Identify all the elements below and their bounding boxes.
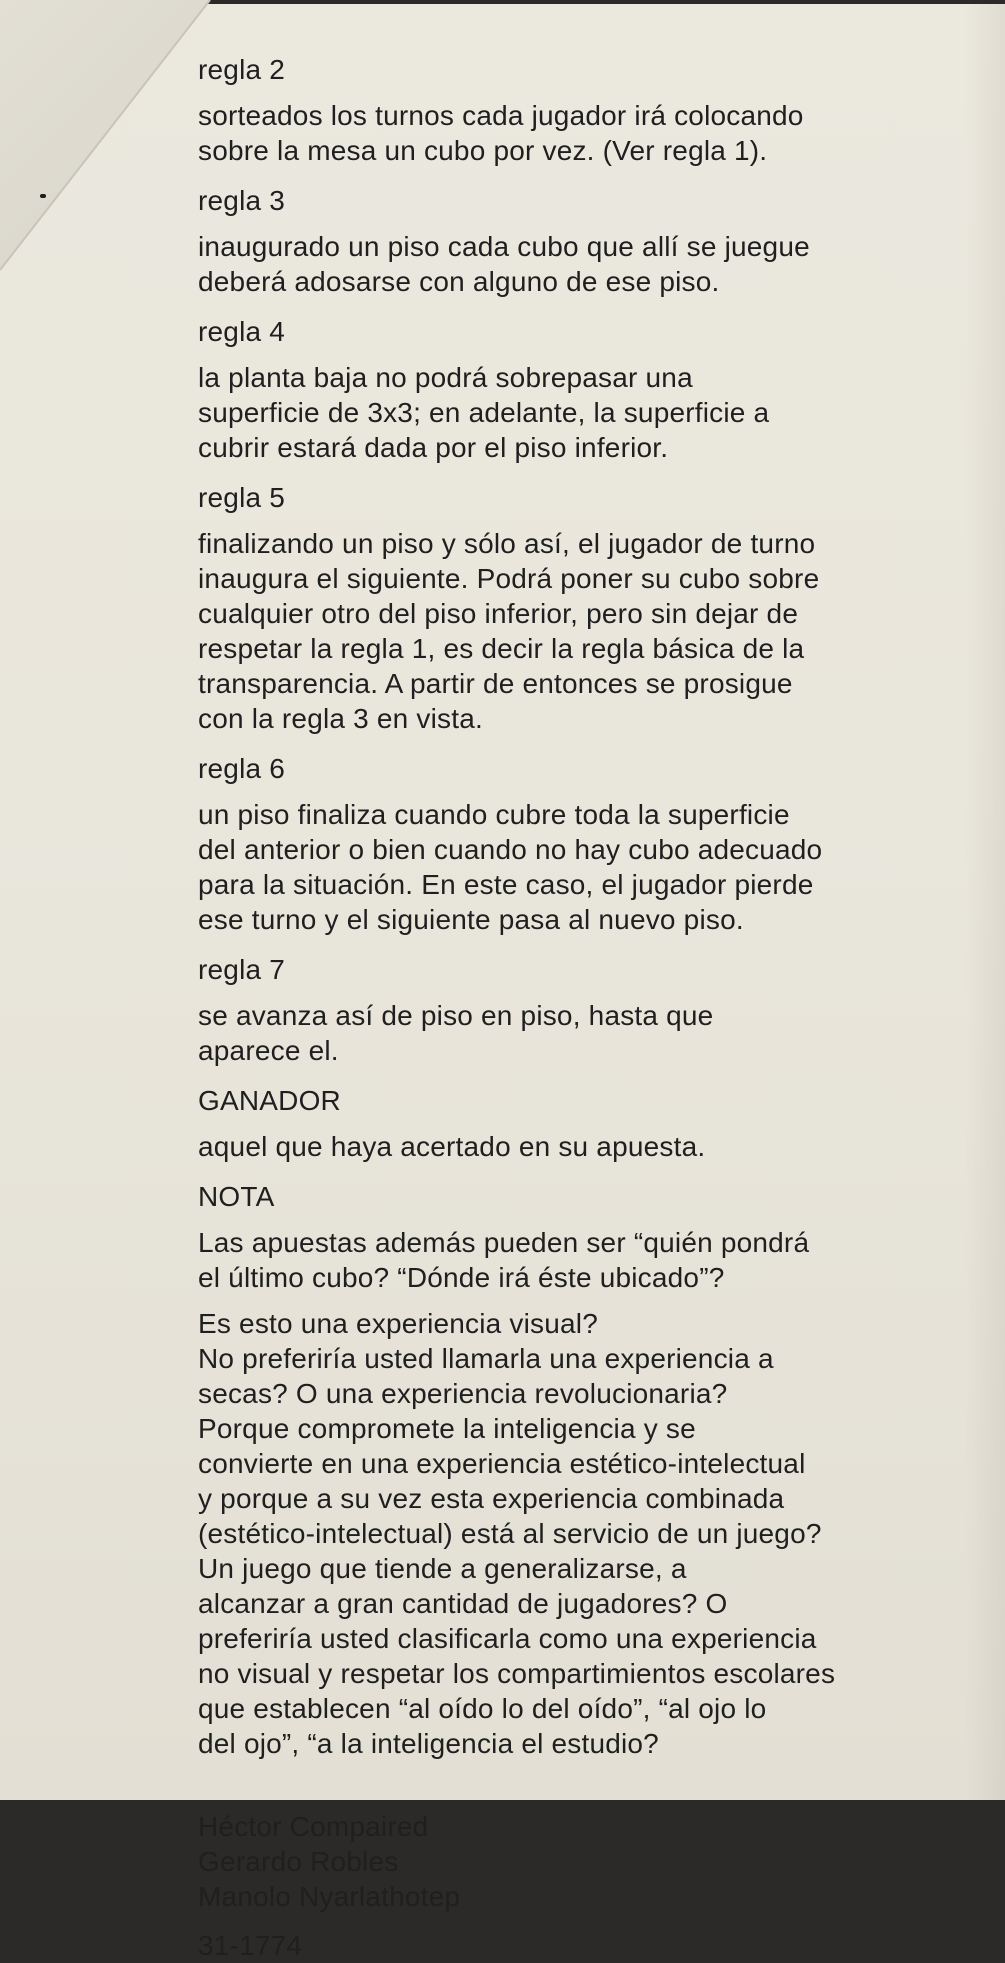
section-body	[198, 360, 938, 465]
text-line: con la regla 3 en vista.	[198, 703, 483, 734]
text-line: finalizando un piso y sólo así, el jugador de turno	[198, 528, 816, 559]
section-heading: regla 4	[198, 316, 286, 347]
text-line: sobre la mesa un cubo por vez. (Ver regla 1).	[198, 135, 768, 166]
text-line: superficie de 3x3; en adelante, la superficie a	[198, 397, 770, 428]
text-line: alcanzar a gran cantidad de jugadores? O	[198, 1588, 728, 1619]
section-heading: NOTA	[198, 1181, 275, 1212]
text-line: cualquier otro del piso inferior, pero sin dejar de	[198, 598, 799, 629]
section-heading: GANADOR	[198, 1085, 341, 1116]
section-regla-2	[198, 52, 938, 168]
text-line: deberá adosarse con alguno de ese piso.	[198, 266, 720, 297]
text-line: para la situación. En este caso, el jugador pierde	[198, 869, 814, 900]
author-name: Gerardo Robles	[198, 1846, 399, 1877]
text-line: cubrir estará dada por el piso inferior.	[198, 432, 669, 463]
section-body	[198, 526, 938, 736]
text-line: se avanza así de piso en piso, hasta que	[198, 1000, 714, 1031]
text-line: Es esto una experiencia visual?	[198, 1308, 598, 1339]
section-body	[198, 1225, 938, 1295]
section-body	[198, 98, 938, 168]
text-line: Un juego que tiende a generalizarse, a	[198, 1553, 687, 1584]
folded-corner-edge	[0, 0, 210, 270]
section-ganador	[198, 1083, 938, 1164]
page-top-edge	[200, 0, 1005, 4]
section-heading: regla 2	[198, 54, 286, 85]
section-heading: regla 5	[198, 482, 286, 513]
text-line: preferiría usted clasificarla como una experiencia	[198, 1623, 817, 1654]
text-line: convierte en una experiencia estético-intelectual	[198, 1448, 806, 1479]
text-line: del anterior o bien cuando no hay cubo adecuado	[198, 834, 823, 865]
section-regla-5	[198, 480, 938, 736]
author-name: Manolo Nyarlathotep	[198, 1881, 461, 1912]
text-line: la planta baja no podrá sobrepasar una	[198, 362, 693, 393]
text-line: aquel que haya acertado en su apuesta.	[198, 1131, 706, 1162]
author-name: Héctor Compaired	[198, 1811, 429, 1842]
text-line: ese turno y el siguiente pasa al nuevo piso.	[198, 904, 744, 935]
text-line: del ojo”, “a la inteligencia el estudio?	[198, 1728, 659, 1759]
section-body	[198, 998, 938, 1068]
section-heading: regla 6	[198, 753, 286, 784]
section-heading: regla 3	[198, 185, 286, 216]
signature-block	[198, 1809, 938, 1963]
text-line: aparece el.	[198, 1035, 339, 1066]
text-line: inaugura el siguiente. Podrá poner su cubo sobre	[198, 563, 820, 594]
rules-text	[198, 52, 938, 1963]
text-line: secas? O una experiencia revolucionaria?	[198, 1378, 728, 1409]
section-body	[198, 797, 938, 937]
text-line: sorteados los turnos cada jugador irá colocando	[198, 100, 804, 131]
text-line: inaugurado un piso cada cubo que allí se juegue	[198, 231, 810, 262]
text-line: No preferiría usted llamarla una experiencia a	[198, 1343, 774, 1374]
section-heading: regla 7	[198, 954, 286, 985]
text-line: que establecen “al oído lo del oído”, “al ojo lo	[198, 1693, 767, 1724]
text-line: un piso finaliza cuando cubre toda la superficie	[198, 799, 790, 830]
text-line: el último cubo? “Dónde irá éste ubicado”?	[198, 1262, 725, 1293]
text-line: y porque a su vez esta experiencia combinada	[198, 1483, 785, 1514]
text-line: transparencia. A partir de entonces se prosigue	[198, 668, 793, 699]
section-regla-4	[198, 314, 938, 465]
text-line: respetar la regla 1, es decir la regla básica de la	[198, 633, 805, 664]
section-body	[198, 1129, 938, 1164]
section-body	[198, 229, 938, 299]
document-date: 31-1774	[198, 1930, 303, 1961]
ink-speck	[40, 194, 46, 198]
text-line: Porque compromete la inteligencia y se	[198, 1413, 696, 1444]
text-line: (estético-intelectual) está al servicio de un juego?	[198, 1518, 822, 1549]
closing-paragraph	[198, 1306, 938, 1761]
section-regla-7	[198, 952, 938, 1068]
section-nota	[198, 1179, 938, 1295]
section-regla-3	[198, 183, 938, 299]
section-regla-6	[198, 751, 938, 937]
text-line: no visual y respetar los compartimientos escolares	[198, 1658, 836, 1689]
text-line: Las apuestas además pueden ser “quién pondrá	[198, 1227, 810, 1258]
